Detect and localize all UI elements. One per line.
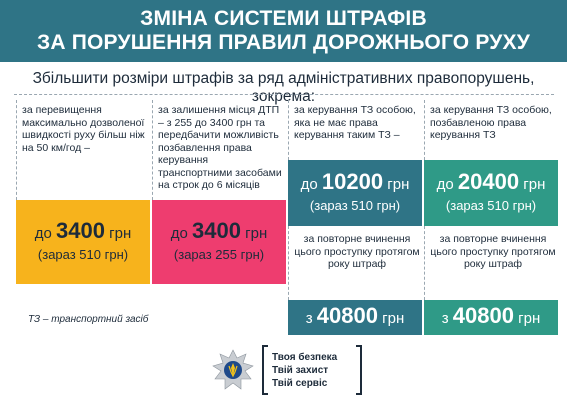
fine-amount: до 20400 грн [436, 168, 546, 194]
fine-box [288, 160, 422, 226]
repeat-fine-amount: з 40800 грн [441, 303, 541, 328]
current-fine: (зараз 255 грн) [173, 246, 265, 262]
slogan-line: Твій захист [272, 364, 329, 376]
column-description: за керування ТЗ особою, яка не має права керування таким ТЗ – [294, 104, 416, 141]
column-description: за перевищення максимально дозволеної швидкості руху більш ніж на 50 км/год – [22, 104, 145, 154]
column-divider [424, 226, 425, 300]
repeat-fine-amount: з 40800 грн [305, 303, 405, 328]
slogan-line: Твоя безпека [272, 351, 338, 363]
column-description: за залишення місця ДТП – з 255 до 3400 грн та передбачити можливість позбавлення права керування транспортними засобами на строк до 6 місяців [158, 104, 282, 191]
intro-text: Збільшити розміри штрафів за ряд адміністративних правопорушень, зокрема: [32, 70, 535, 105]
column-divider [288, 100, 289, 160]
divider [14, 94, 554, 95]
slogan-line: Твій сервіс [272, 377, 328, 389]
column-divider [16, 100, 17, 200]
footnote: ТЗ – транспортний засіб [28, 314, 149, 325]
repeat-description: за повторне вчинення цього проступку протягом року штраф [430, 233, 556, 270]
slogan-bracket-left [262, 345, 268, 395]
fine-box [152, 200, 286, 284]
slogan [262, 345, 362, 395]
header-title-line2: ЗА ПОРУШЕННЯ ПРАВИЛ ДОРОЖНЬОГО РУХУ [36, 31, 531, 54]
police-emblem-icon [212, 349, 254, 391]
fine-box [16, 200, 150, 284]
fine-amount: до 3400 грн [34, 217, 132, 243]
fine-amount: до 10200 грн [300, 168, 410, 194]
current-fine: (зараз 510 грн) [37, 246, 129, 262]
slogan-bracket-right [356, 345, 362, 395]
column-description: за керування ТЗ особою, позбавленою права керування ТЗ [430, 104, 552, 141]
header-banner [0, 0, 567, 62]
repeat-description: за повторне вчинення цього проступку протягом року штраф [294, 233, 420, 270]
fine-box [424, 160, 558, 226]
current-fine: (зараз 510 грн) [445, 197, 537, 213]
current-fine: (зараз 510 грн) [309, 197, 401, 213]
repeat-fine-box [424, 300, 558, 335]
column-divider [288, 226, 289, 300]
fine-amount: до 3400 грн [170, 217, 268, 243]
header-title-line1: ЗМІНА СИСТЕМИ ШТРАФІВ [140, 7, 427, 30]
column-divider [152, 100, 153, 200]
column-divider [424, 100, 425, 160]
repeat-fine-box [288, 300, 422, 335]
